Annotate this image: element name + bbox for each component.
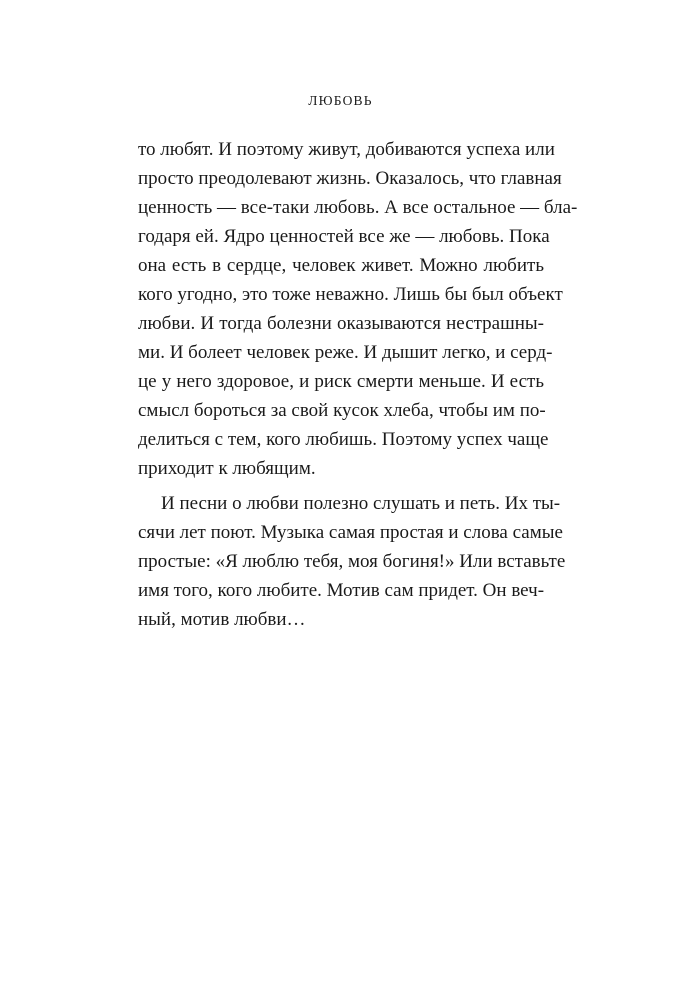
paragraph-2 bbox=[138, 489, 566, 634]
text-line: ный, мотив любви… bbox=[138, 609, 306, 630]
text-line: ми. И болеет человек реже. И дышит легко, и серд- bbox=[138, 342, 553, 363]
text-line: любви. И тогда болезни оказываются нестрашны- bbox=[138, 313, 544, 334]
text-line: ценность — все-таки любовь. А все остальное — бла- bbox=[138, 197, 578, 218]
text-line: смысл бороться за свой кусок хлеба, чтобы им по- bbox=[138, 400, 546, 421]
text-line: це у него здоровое, и риск смерти меньше. И есть bbox=[138, 371, 544, 392]
text-line: И песни о любви полезно слушать и петь. Их ты- bbox=[161, 493, 561, 514]
paragraph-1 bbox=[138, 135, 578, 483]
text-line: она есть в сердце, человек живет. Можно любить bbox=[138, 255, 544, 276]
text-line: просто преодолевают жизнь. Оказалось, что главная bbox=[138, 168, 562, 189]
text-line: то любят. И поэтому живут, добиваются успеха или bbox=[138, 139, 555, 160]
running-head: ЛЮБОВЬ bbox=[308, 93, 373, 108]
text-line: сячи лет поют. Музыка самая простая и слова самые bbox=[138, 522, 563, 543]
text-line: делиться с тем, кого любишь. Поэтому успех чаще bbox=[138, 429, 549, 450]
text-line: приходит к любящим. bbox=[138, 458, 316, 479]
text-line: кого угодно, это тоже неважно. Лишь бы был объект bbox=[138, 284, 563, 305]
text-line: простые: «Я люблю тебя, моя богиня!» Или вставьте bbox=[138, 551, 566, 572]
text-line: имя того, кого любите. Мотив сам придет. Он веч- bbox=[138, 580, 545, 601]
text-line: годаря ей. Ядро ценностей все же — любовь. Пока bbox=[138, 226, 550, 247]
body-text bbox=[138, 135, 578, 634]
